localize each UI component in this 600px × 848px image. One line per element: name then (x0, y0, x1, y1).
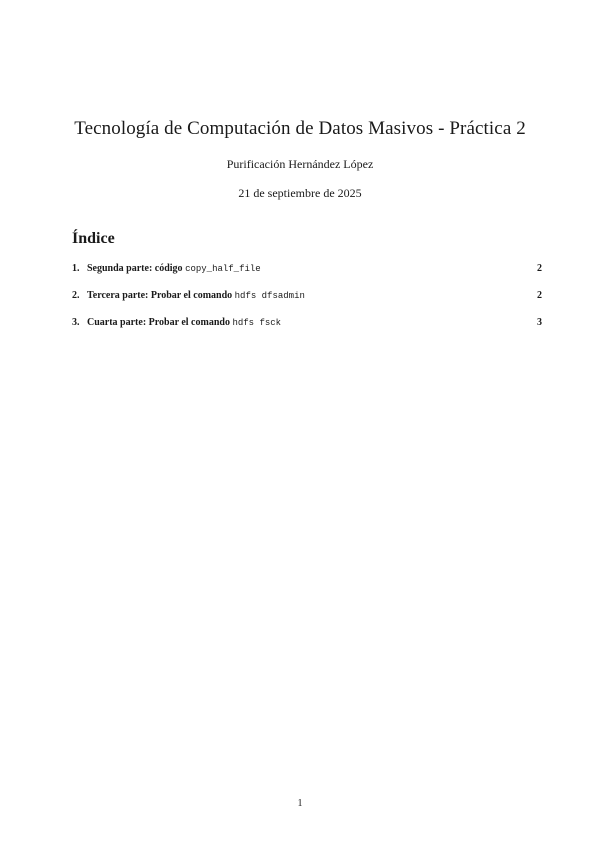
toc-entry-page: 2 (537, 263, 542, 274)
toc-entry-number: 1. (72, 263, 80, 274)
toc-entry-3[interactable] (72, 316, 542, 343)
document-author: Purificación Hernández López (226, 157, 374, 171)
document-date: 21 de septiembre de 2025 (238, 186, 362, 200)
toc-entry-page: 2 (537, 290, 542, 301)
toc-entry-1[interactable] (72, 262, 542, 289)
toc-entry-text: Segunda parte: código (87, 263, 186, 274)
toc-entry-number: 3. (72, 317, 80, 328)
toc-entry-page: 3 (537, 317, 542, 328)
toc-heading: Índice (72, 230, 115, 247)
toc-entry-text: Cuarta parte: Probar el comando (87, 317, 233, 328)
toc-entry-2[interactable] (72, 289, 542, 316)
table-of-contents (72, 262, 542, 343)
page-number: 1 (297, 798, 303, 809)
toc-entry-code: copy_half_file (185, 264, 261, 274)
toc-entry-number: 2. (72, 290, 80, 301)
toc-entry-text: Tercera parte: Probar el comando (87, 290, 235, 301)
document-title: Tecnología de Computación de Datos Masivos - Práctica 2 (74, 118, 526, 139)
toc-entry-code: hdfs dfsadmin (234, 291, 305, 301)
toc-entry-code: hdfs fsck (232, 318, 282, 328)
